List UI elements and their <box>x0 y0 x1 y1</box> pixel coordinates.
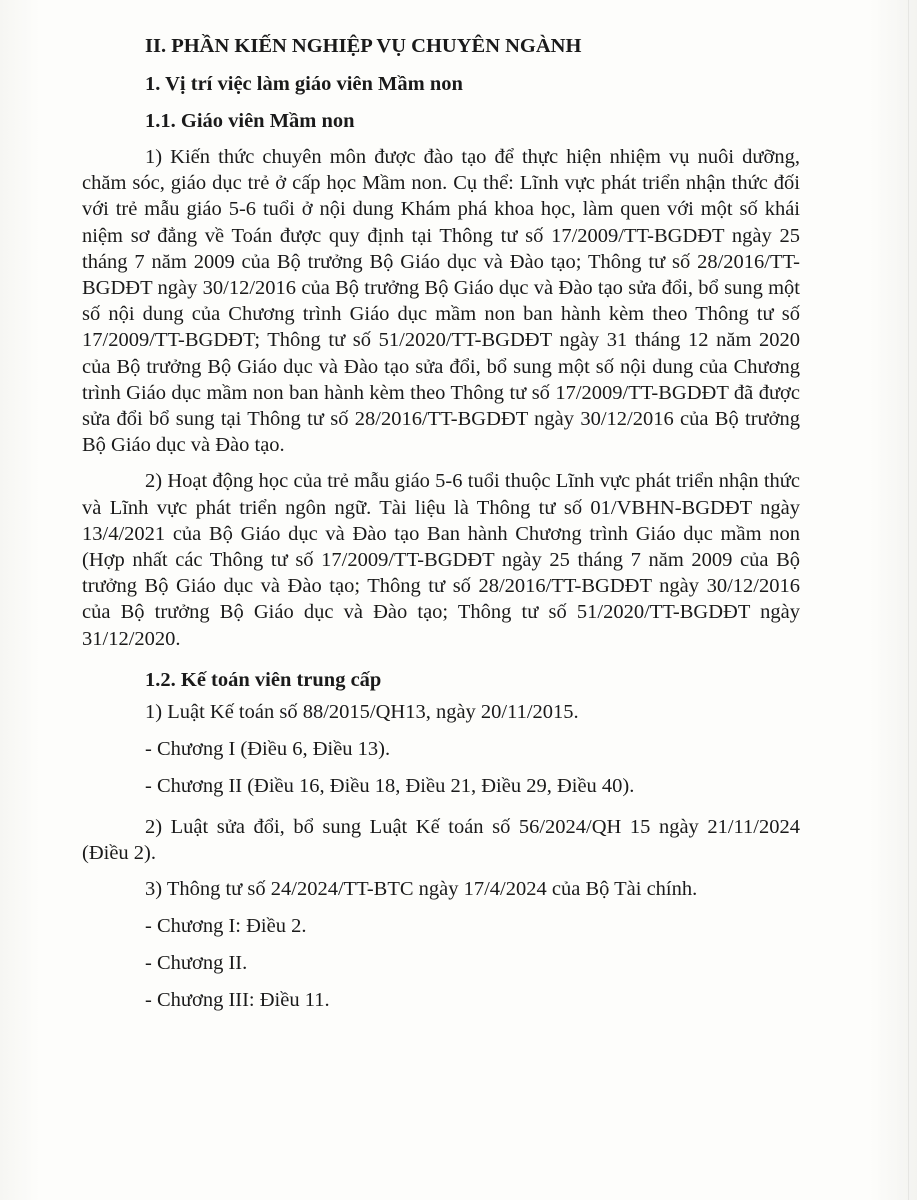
subsection-heading-1-2: 1.2. Kế toán viên trung cấp <box>145 668 382 691</box>
list-item-chapter-2: - Chương II (Điều 16, Điều 18, Điều 21, Điều 29, Điều 40). <box>145 774 635 797</box>
subsection-heading-1: 1. Vị trí việc làm giáo viên Mầm non <box>145 73 463 95</box>
list-item-chapter-2-b: - Chương II. <box>145 952 248 975</box>
document-body <box>82 28 800 1024</box>
list-item-circular-24: 3) Thông tư số 24/2024/TT-BTC ngày 17/4/2024 của Bộ Tài chính. <box>145 878 698 901</box>
section-title: II. PHẦN KIẾN NGHIỆP VỤ CHUYÊN NGÀNH <box>145 35 582 57</box>
paragraph-1: 1) Kiến thức chuyên môn được đào tạo để thực hiện nhiệm vụ nuôi dưỡng, chăm sóc, giáo dục trẻ ở cấp học Mầm non. Cụ thể: Lĩnh vực phát triển nhận thức đối với trẻ mẫu giáo 5-6 tuổi ở nội dung Khám phá khoa học, làm quen với một số khái niệm sơ đẳng về Toán được quy định tại Thông tư số 17/2009/TT-BGDĐT ngày 25 tháng 7 năm 2009 của Bộ trưởng Bộ Giáo dục và Đào tạo; Thông tư số 28/2016/TT-BGDĐT ngày 30/12/2016 của Bộ trưởng Bộ Giáo dục và Đào tạo sửa đổi, bổ sung một số nội dung của Chương trình Giáo dục mầm non ban hành kèm theo Thông tư số 17/2009/TT-BGDĐT; Thông tư số 51/2020/TT-BGDĐT ngày 31 tháng 12 năm 2020 của Bộ trưởng Bộ Giáo dục và Đào tạo sửa đổi, bổ sung một số nội dung của Chương trình Giáo dục mầm non ban hành kèm theo Thông tư số 17/2009/TT-BGDĐT đã được sửa đổi bổ sung tại Thông tư số 28/2016/TT-BGDĐT ngày 30/12/2016 của Bộ trưởng Bộ Giáo dục và Đào tạo. <box>82 146 800 457</box>
scan-edge-line <box>908 0 909 1200</box>
subsection-heading-1-1: 1.1. Giáo viên Mầm non <box>145 110 355 132</box>
list-item-chapter-1-article-2: - Chương I: Điều 2. <box>145 915 307 938</box>
list-item-law-56: 2) Luật sửa đổi, bổ sung Luật Kế toán số 56/2024/QH 15 ngày 21/11/2024 (Điều 2). <box>82 815 800 865</box>
list-item-chapter-3-article-11: - Chương III: Điều 11. <box>145 989 330 1012</box>
list-item-chapter-1: - Chương I (Điều 6, Điều 13). <box>145 737 391 760</box>
paragraph-2: 2) Hoạt động học của trẻ mẫu giáo 5-6 tuổi thuộc Lĩnh vực phát triển nhận thức và Lĩnh vực phát triển ngôn ngữ. Tài liệu là Thông tư số 01/VBHN-BGDĐT ngày 13/4/2021 của Bộ Giáo dục và Đào tạo Ban hành Chương trình Giáo dục mầm non (Hợp nhất các Thông tư số 17/2009/TT-BGDĐT ngày 25 tháng 7 năm 2009 của Bộ trưởng Bộ Giáo dục và Đào tạo; Thông tư số 28/2016/TT-BGDĐT ngày 30/12/2016 của Bộ trưởng Bộ Giáo dục và Đào tạo; Thông tư số 51/2020/TT-BGDĐT ngày 31/12/2020. <box>82 470 800 650</box>
list-item-law-88: 1) Luật Kế toán số 88/2015/QH13, ngày 20/11/2015. <box>145 700 579 723</box>
